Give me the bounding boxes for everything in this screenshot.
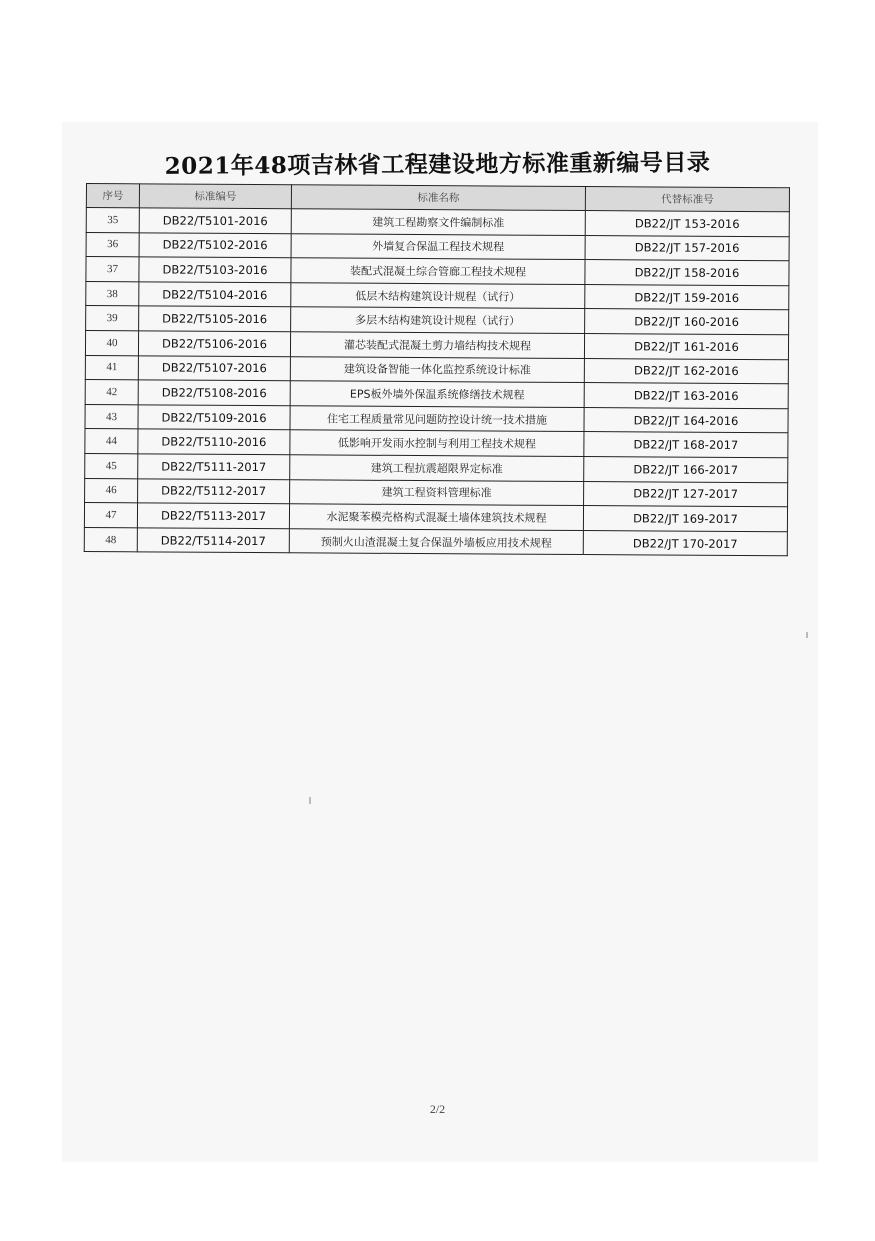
row-standard-name: 建筑工程抗震超限界定标准 (290, 455, 584, 481)
row-standard-code: DB22/T5114-2017 (137, 528, 289, 554)
row-replaced-standard: DB22/JT 159-2016 (585, 284, 789, 310)
row-standard-code: DB22/T5112-2017 (138, 478, 290, 504)
row-standard-name: 水泥聚苯模壳格构式混凝土墙体建筑技术规程 (289, 504, 583, 530)
row-standard-name: 装配式混凝土综合管廊工程技术规程 (291, 258, 585, 284)
row-replaced-standard: DB22/JT 164-2016 (584, 407, 788, 433)
row-serial-number: 47 (84, 503, 137, 528)
table-row (84, 527, 787, 556)
row-standard-code: DB22/T5109-2016 (138, 405, 290, 431)
row-standard-name: 建筑工程勘察文件编制标准 (291, 209, 585, 235)
row-serial-number: 44 (85, 429, 138, 454)
row-standard-code: DB22/T5105-2016 (139, 306, 291, 332)
page-number: 2/2 (429, 1102, 446, 1116)
row-serial-number: 36 (86, 232, 139, 257)
row-standard-name: EPS板外墙外保温系统修缮技术规程 (290, 381, 584, 407)
row-serial-number: 45 (85, 453, 138, 478)
row-serial-number: 48 (84, 527, 137, 552)
row-replaced-standard: DB22/JT 166-2017 (584, 456, 788, 482)
row-serial-number: 40 (85, 330, 138, 355)
row-replaced-standard: DB22/JT 170-2017 (583, 530, 787, 556)
row-replaced-standard: DB22/JT 169-2017 (583, 506, 787, 532)
row-standard-name: 灌芯装配式混凝土剪力墙结构技术规程 (290, 332, 584, 358)
row-replaced-standard: DB22/JT 157-2016 (585, 235, 789, 261)
scan-speck (309, 797, 311, 804)
row-standard-code: DB22/T5106-2016 (138, 331, 290, 357)
row-serial-number: 37 (86, 257, 139, 282)
standards-table (84, 183, 790, 557)
header-replaced-standard: 代替标准号 (585, 187, 789, 212)
row-standard-name: 外墙复合保温工程技术规程 (291, 233, 585, 259)
header-standard-name: 标准名称 (291, 185, 585, 211)
row-replaced-standard: DB22/JT 153-2016 (585, 211, 789, 237)
row-standard-code: DB22/T5104-2016 (139, 282, 291, 308)
row-standard-name: 低层木结构建筑设计规程（试行） (291, 283, 585, 309)
row-standard-code: DB22/T5107-2016 (138, 355, 290, 381)
row-standard-name: 多层木结构建筑设计规程（试行） (291, 307, 585, 333)
row-standard-code: DB22/T5113-2017 (137, 503, 289, 529)
row-standard-name: 建筑设备智能一体化监控系统设计标准 (290, 356, 584, 382)
row-standard-name: 住宅工程质量常见问题防控设计统一技术措施 (290, 406, 584, 432)
row-serial-number: 39 (86, 306, 139, 331)
row-serial-number: 46 (85, 478, 138, 503)
row-replaced-standard: DB22/JT 163-2016 (584, 383, 788, 409)
row-standard-name: 建筑工程资料管理标准 (290, 479, 584, 505)
row-serial-number: 43 (85, 404, 138, 429)
row-standard-code: DB22/T5102-2016 (139, 232, 291, 258)
row-standard-code: DB22/T5108-2016 (138, 380, 290, 406)
row-standard-name: 低影响开发雨水控制与利用工程技术规程 (290, 430, 584, 456)
row-standard-code: DB22/T5110-2016 (138, 429, 290, 455)
row-replaced-standard: DB22/JT 162-2016 (584, 358, 788, 384)
row-standard-code: DB22/T5111-2017 (138, 454, 290, 480)
scan-speck (806, 632, 808, 638)
row-serial-number: 41 (85, 355, 138, 380)
row-replaced-standard: DB22/JT 127-2017 (584, 481, 788, 507)
row-replaced-standard: DB22/JT 158-2016 (585, 260, 789, 286)
row-standard-code: DB22/T5101-2016 (139, 208, 291, 234)
row-replaced-standard: DB22/JT 160-2016 (585, 309, 789, 335)
row-standard-code: DB22/T5103-2016 (139, 257, 291, 283)
row-serial-number: 35 (86, 208, 139, 233)
row-replaced-standard: DB22/JT 161-2016 (584, 334, 788, 360)
row-replaced-standard: DB22/JT 168-2017 (584, 432, 788, 458)
row-standard-name: 预制火山渣混凝土复合保温外墙板应用技术规程 (289, 528, 583, 554)
row-serial-number: 42 (85, 380, 138, 405)
row-serial-number: 38 (86, 281, 139, 306)
document-title: 2021年48项吉林省工程建设地方标准重新编号目录 (164, 149, 711, 180)
header-serial-number: 序号 (86, 184, 139, 208)
header-standard-code: 标准编号 (139, 184, 291, 209)
